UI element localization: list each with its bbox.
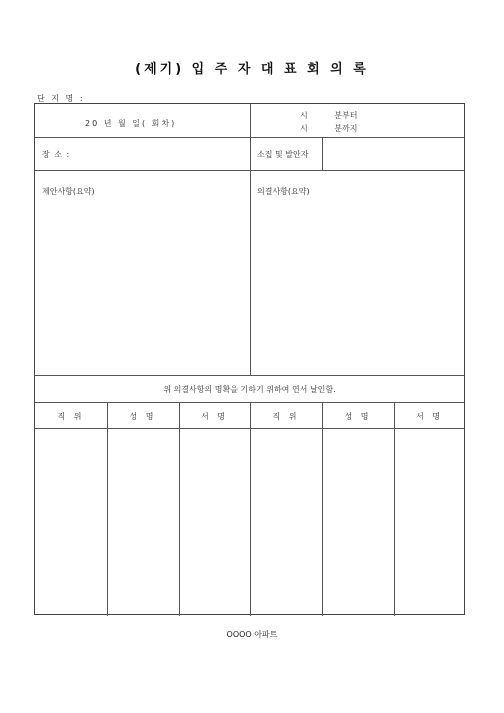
signature-header: 직 위 <box>272 412 300 421</box>
divider <box>322 137 323 170</box>
divider <box>250 170 251 375</box>
time-from: 시 분부터 <box>300 111 358 120</box>
divider <box>250 137 251 170</box>
divider <box>107 402 108 616</box>
time-to: 시 분까지 <box>300 124 358 133</box>
convener-label: 소집 및 발안자 <box>257 150 309 159</box>
divider <box>394 402 395 616</box>
complex-name-label: 단 지 명 : <box>37 94 85 103</box>
resolution-label: 의결사항(요약) <box>257 187 310 196</box>
minutes-form <box>34 103 465 615</box>
signature-header: 직 위 <box>57 412 85 421</box>
signature-header: 성 명 <box>344 412 372 421</box>
signature-header: 성 명 <box>129 412 157 421</box>
divider <box>322 402 323 616</box>
divider <box>179 402 180 616</box>
document-title: (제기) 입 주 자 대 표 회 의 록 <box>135 62 369 77</box>
divider <box>35 375 464 376</box>
apartment-footer: OOOO 아파트 <box>226 630 278 639</box>
divider <box>250 104 251 137</box>
signature-header: 서 명 <box>416 412 443 421</box>
divider <box>250 402 251 616</box>
attestation-text: 위 의결사항의 명확을 기하기 위하여 연서 날인함. <box>163 385 336 394</box>
proposal-label: 제안사항(요약) <box>42 187 95 196</box>
date-line: 20 년 월 일( 회차) <box>85 119 177 128</box>
signature-header: 서 명 <box>201 412 228 421</box>
place-label: 장 소 : <box>42 150 71 159</box>
